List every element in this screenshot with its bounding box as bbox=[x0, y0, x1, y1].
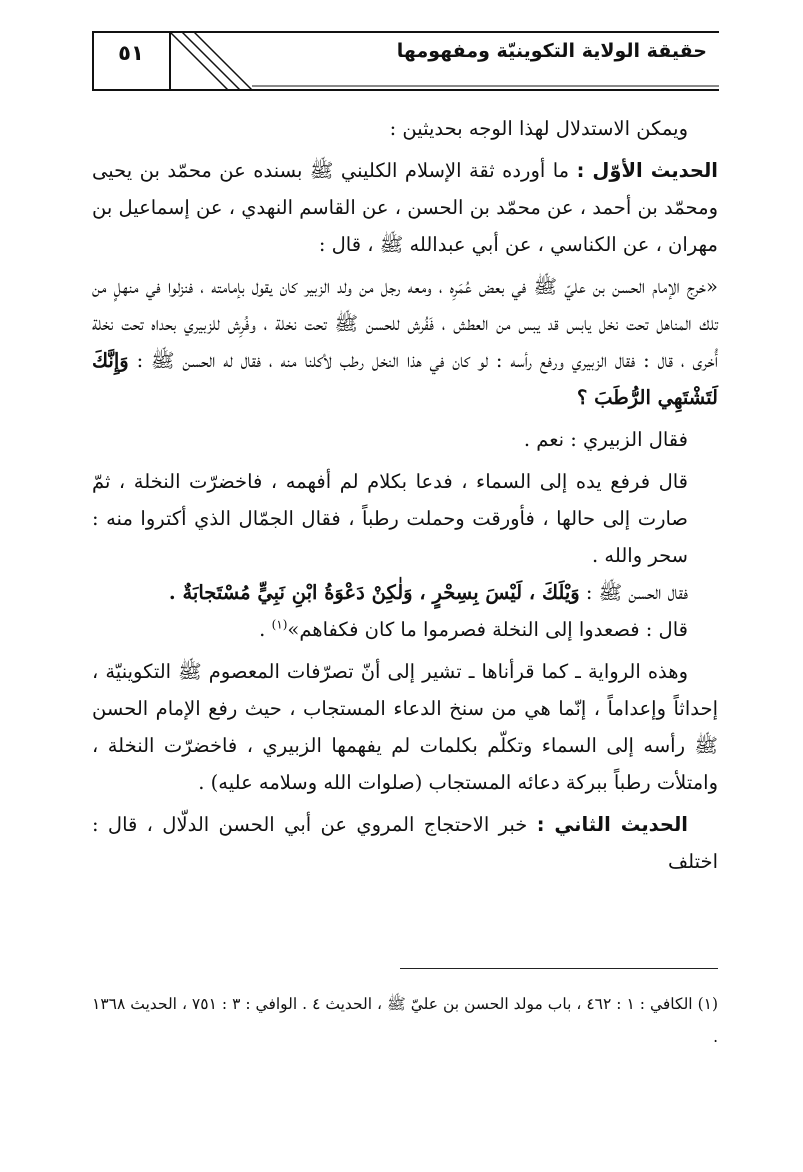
hadith-two-text: خبر الاحتجاج المروي عن أبي الحسن الدلّال ، قال : اختلف bbox=[92, 813, 718, 873]
hadith-one-label: الحديث الأوّل : bbox=[576, 159, 718, 182]
quran-quote: وَإِنَّكَ لَتَشْتَهِي الرُّطَبَ ؟ bbox=[92, 349, 718, 409]
footnote-ref: (١) bbox=[271, 617, 288, 632]
hadith-two-paragraph bbox=[92, 806, 718, 880]
narration-paragraph bbox=[92, 268, 718, 416]
narration-text: «خرج الإمام الحسن بن عليّ ﷺ في بعض عُمَرِه ، ومعه رجل من ولد الزبير كان يقول بإمامته ، فنزلوا في منهلٍ من تلك المناهل تحت نخل يابس قد يبس من العطش ، فَفُرش للحسن ﷺ تحت نخلة ، وفُرِش للزبيري بحداه تحت نخلة أُخرى ، قال : فقال الزبيري ورفع رأسه : لو كان في هذا النخل رطب لأكلنا منه ، فقال له الحسن ﷺ : bbox=[92, 275, 718, 372]
miracle-paragraph bbox=[92, 463, 718, 574]
footnotes bbox=[92, 988, 718, 1054]
imam-quote: وَيْلَكَ ، لَيْسَ بِسِحْرٍ ، وَلٰكِنْ دَعْوَةُ ابْنِ نَبِيٍّ مُسْتَجابَةٌ . bbox=[168, 581, 580, 604]
main-text bbox=[92, 110, 718, 880]
analysis-text: وهذه الرواية ـ كما قرأناها ـ تشير إلى أنّ تصرّفات المعصوم ﷺ التكوينيّة ، إحداثاً وإعداماً ، إنّما هي من سنخ الدعاء المستجاب ، حيث رفع الإمام الحسن ﷺ رأسه إلى السماء وتكلّم بكلمات لم يفهمها الزبيري ، فاخضرّت النخلة ، وامتلأت رطباً ببركة دعائه المستجاب (صلوات الله وسلامه عليه) . bbox=[92, 660, 718, 794]
hadith-one-text: ما أورده ثقة الإسلام الكليني ﷺ بسنده عن محمّد بن يحيى ومحمّد بن أحمد ، عن محمّد بن الحسن ، عن القاسم النهدي ، عن إسماعيل بن مهران ، عن الكناسي ، عن أبي عبدالله ﷺ ، قال : bbox=[92, 159, 718, 256]
hadith-two-label: الحديث الثاني : bbox=[536, 813, 688, 836]
reply-text: فقال الزبيري : نعم . bbox=[523, 428, 688, 451]
response-paragraph bbox=[92, 574, 718, 611]
reply-paragraph bbox=[92, 421, 718, 458]
running-title: حقيقة الولاية التكوينيّة ومفهومها bbox=[396, 40, 707, 62]
analysis-paragraph bbox=[92, 653, 718, 801]
page-number: ٥١ bbox=[118, 41, 144, 65]
miracle-text: قال فرفع يده إلى السماء ، فدعا بكلام لم أفهمه ، فاخضرّت النخلة ، ثمّ صارت إلى حالها ، فأورقت وحملت رطباً ، فقال الجمّال الذي أكتروا منه : سحر والله . bbox=[92, 470, 688, 567]
page-header bbox=[92, 30, 719, 94]
hadith-one-paragraph bbox=[92, 152, 718, 263]
ending-paragraph bbox=[92, 611, 718, 648]
ending-text: قال : فصعدوا إلى النخلة فصرموا ما كان فكفاهم» bbox=[287, 618, 688, 641]
footnote-separator bbox=[400, 968, 718, 969]
intro-text: ويمكن الاستدلال لهذا الوجه بحديثين : bbox=[389, 117, 688, 140]
footnote-item: (١) الكافي : ١ : ٤٦٢ ، باب مولد الحسن بن عليّ ﷺ ، الحديث ٤ . الوافي : ٣ : ٧٥١ ، الحديث ١٣٦٨ . bbox=[92, 995, 719, 1046]
intro-paragraph bbox=[92, 110, 718, 147]
response-prefix: فقال الحسن ﷺ : bbox=[579, 581, 688, 604]
ending-tail: . bbox=[259, 618, 272, 641]
